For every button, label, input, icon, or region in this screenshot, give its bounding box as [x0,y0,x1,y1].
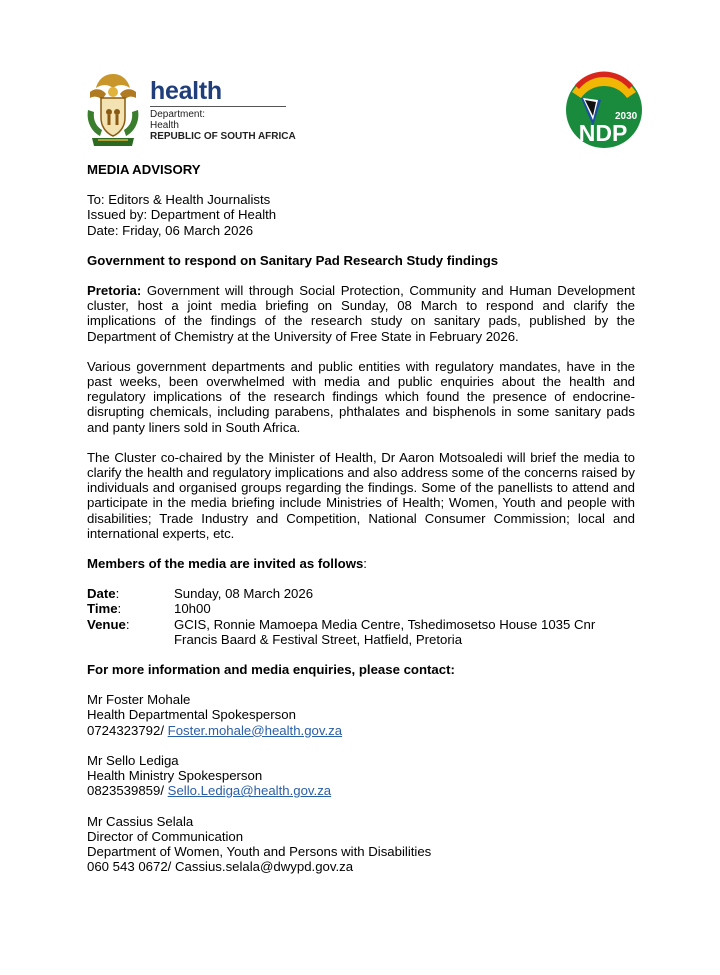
paragraph-enquiries: Various government departments and public entities with regulatory mandates, have in the past weeks, been overwhelmed with media and public enquiries about the health and regulatory implications of the research findings which found the presence of endocrine-disrupting chemicals, including parabens, phthalates and bisphenols in some sanitary pads and panty liners sold in South Africa. [87,358,635,435]
advisory-title: MEDIA ADVISORY [87,162,201,177]
advisory-subject: Government to respond on Sanitary Pad Research Study findings [87,252,499,268]
contact-name: Mr Sello Lediga [87,752,179,768]
contact-block [87,814,635,875]
detail-venue-label: Venue: [87,616,130,632]
advisory-content [87,162,635,874]
brand-divider [150,106,286,107]
contact-details: 0724323792/ Foster.mohale@health.gov.za [87,722,343,738]
contacts-heading: For more information and media enquiries, please contact: [87,662,455,678]
coat-of-arms-icon [82,70,144,150]
briefing-details [87,586,635,647]
contact-block [87,753,635,799]
lead-paragraph [87,283,635,344]
ndp-2030-logo-icon [563,70,646,150]
contact-name: Mr Cassius Selala [87,813,194,829]
paragraph-cluster: The Cluster co-chaired by the Minister of Health, Dr Aaron Motsoaledi will brief the media to clarify the health and regulatory implications and also address some of the concerns raised by individuals and organised groups regarding the findings. Some of the panellists to attend and participate in the media briefing include Ministries of Health; Women, Youth and people with disabilities; Trade Industry and Competition, National Consumer Commission; local and international experts, etc. [87,449,635,541]
lead-label: Pretoria: [87,283,142,299]
detail-time-label: Time: [87,601,122,617]
contact-details: 0823539859/ Sello.Lediga@health.gov.za [87,783,332,799]
contact-title: Health Ministry Spokesperson [87,768,263,784]
lead-text: Government will through Social Protection, Community and Human Development cluster, host a joint media briefing on Sunday, 08 March to respond and clarify the implications of the findings of the research study on sanitary pads, published by the Department of Chemistry at the University of Free State in February 2026. [87,283,635,344]
detail-date-value: Sunday, 08 March 2026 [174,586,314,602]
brand-country: REPUBLIC OF SOUTH AFRICA [150,131,296,142]
brand-department-label: Department: [150,109,206,120]
issuer-line: Issued by: Department of Health [87,207,277,223]
contact-title: Director of Communication [87,828,244,844]
department-brand [150,78,296,143]
contact-title: Health Departmental Spokesperson [87,707,296,723]
date-line: Date: Friday, 06 March 2026 [87,222,254,238]
contact-organisation: Department of Women, Youth and Persons with Disabilities [87,843,432,859]
ndp-text: NDP [578,120,628,146]
contact-email-link[interactable]: Sello.Lediga@health.gov.za [167,783,332,799]
ndp-year: 2030 [615,111,638,122]
contact-details: 060 543 0672/ Cassius.selala@dwypd.gov.za [87,859,354,875]
contact-block [87,692,635,738]
contact-name: Mr Foster Mohale [87,692,191,708]
invite-heading: Members of the media are invited as follows: [87,556,367,572]
detail-venue-value: GCIS, Ronnie Mamoepa Media Centre, Tshedimosetso House 1035 Cnr Francis Baard & Festival Street, Hatfield, Pretoria [174,616,596,647]
brand-department-name: Health [150,120,179,131]
addressee-line: To: Editors & Health Journalists [87,192,271,208]
detail-date-label: Date: [87,586,120,602]
detail-time-value: 10h00 [174,601,211,617]
brand-name: health [150,77,222,105]
contact-email-link[interactable]: Foster.mohale@health.gov.za [167,722,343,738]
